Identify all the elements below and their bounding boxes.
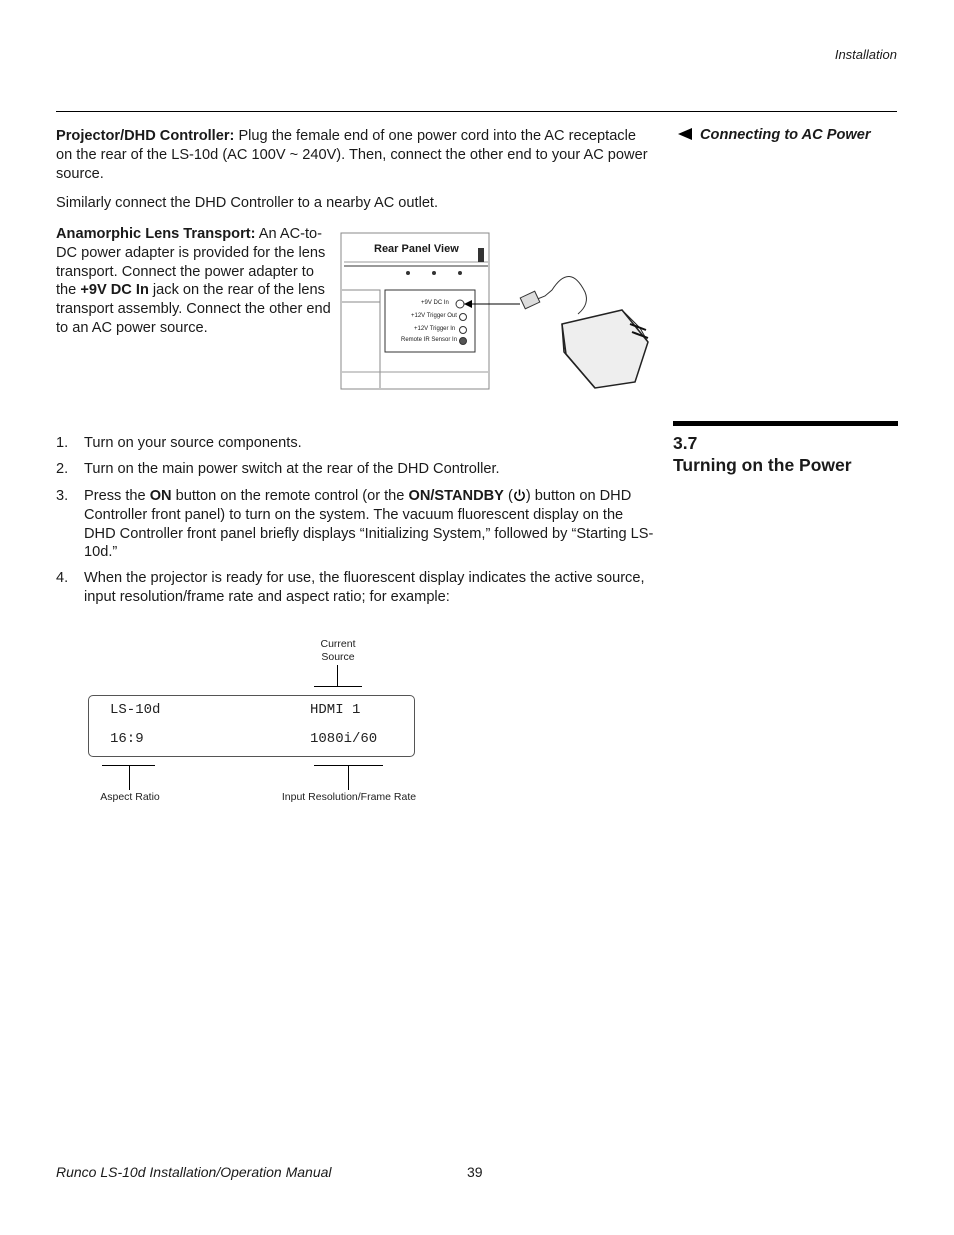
vfd-model: LS-10d xyxy=(110,702,161,718)
vfd-aspect: 16:9 xyxy=(110,731,144,747)
running-header: Installation xyxy=(834,47,897,62)
projector-label: Projector/DHD Controller: xyxy=(56,128,235,144)
current-source-label: Current Source xyxy=(320,638,356,663)
projector-text: Plug the female end of one power cord into the AC receptacle on the rear of the LS-10d (AC 100V ~ 240V). Then, connect the other end to your AC power source. xyxy=(56,128,648,182)
section-rule xyxy=(673,421,898,426)
section-title: Turning on the Power xyxy=(673,455,852,475)
vfd-source: HDMI 1 xyxy=(310,702,361,718)
list-item: 1. Turn on your source components. xyxy=(56,435,302,451)
lens-paragraph: Anamorphic Lens Transport: An AC-to-DC power adapter is provided for the lens transport. Connect the power adapter to the +9V DC In jack on the rear of the lens transport assembly. Connect the other end to an AC power source. xyxy=(56,226,331,336)
left-arrow-icon xyxy=(678,128,692,140)
list-item: 2. Turn on the main power switch at the rear of the DHD Controller. xyxy=(56,461,500,477)
list-item: 4. When the projector is ready for use, the fluorescent display indicates the active source, input resolution/frame rate and aspect ratio; for example: xyxy=(56,570,645,605)
dhd-paragraph: Similarly connect the DHD Controller to a nearby AC outlet. xyxy=(56,195,439,211)
input-resolution-label: Input Resolution/Frame Rate xyxy=(281,791,417,803)
page-number: 39 xyxy=(467,1164,483,1180)
aspect-ratio-label: Aspect Ratio xyxy=(100,791,160,803)
projector-paragraph xyxy=(56,127,656,183)
current-source-leader xyxy=(337,665,338,687)
footer-manual-title: Runco LS-10d Installation/Operation Manual xyxy=(56,1164,332,1180)
aspect-leader xyxy=(129,765,130,790)
list-item: 3. Press the ON button on the remote control (or the ON/STANDBY ( ) button on DHD Controller front panel) to turn on the system. The vacuum fluorescent display on the DHD Controller front panel briefly displays “Initializing System,” followed by “Starting LS-10d.” xyxy=(56,488,654,561)
lens-label: Anamorphic Lens Transport: xyxy=(56,226,256,242)
jack-label-trigger-out: +12V Trigger Out xyxy=(411,313,457,319)
jack-label-9v: +9V DC In xyxy=(421,300,449,306)
power-icon xyxy=(513,489,526,502)
rear-panel-figure xyxy=(340,232,652,392)
current-source-bracket xyxy=(314,686,362,687)
side-heading xyxy=(678,127,871,143)
jack-label-ir: Remote IR Sensor In xyxy=(401,337,458,343)
header-rule xyxy=(56,111,897,112)
jack-label-trigger-in: +12V Trigger In xyxy=(414,326,456,332)
section-number: 3.7 xyxy=(673,433,698,453)
vfd-resolution: 1080i/60 xyxy=(310,731,378,747)
jack-name: +9V DC In xyxy=(80,282,149,299)
rear-panel-title: Rear Panel View xyxy=(374,243,459,255)
input-leader xyxy=(348,765,349,790)
side-heading-text: Connecting to AC Power xyxy=(700,127,871,143)
